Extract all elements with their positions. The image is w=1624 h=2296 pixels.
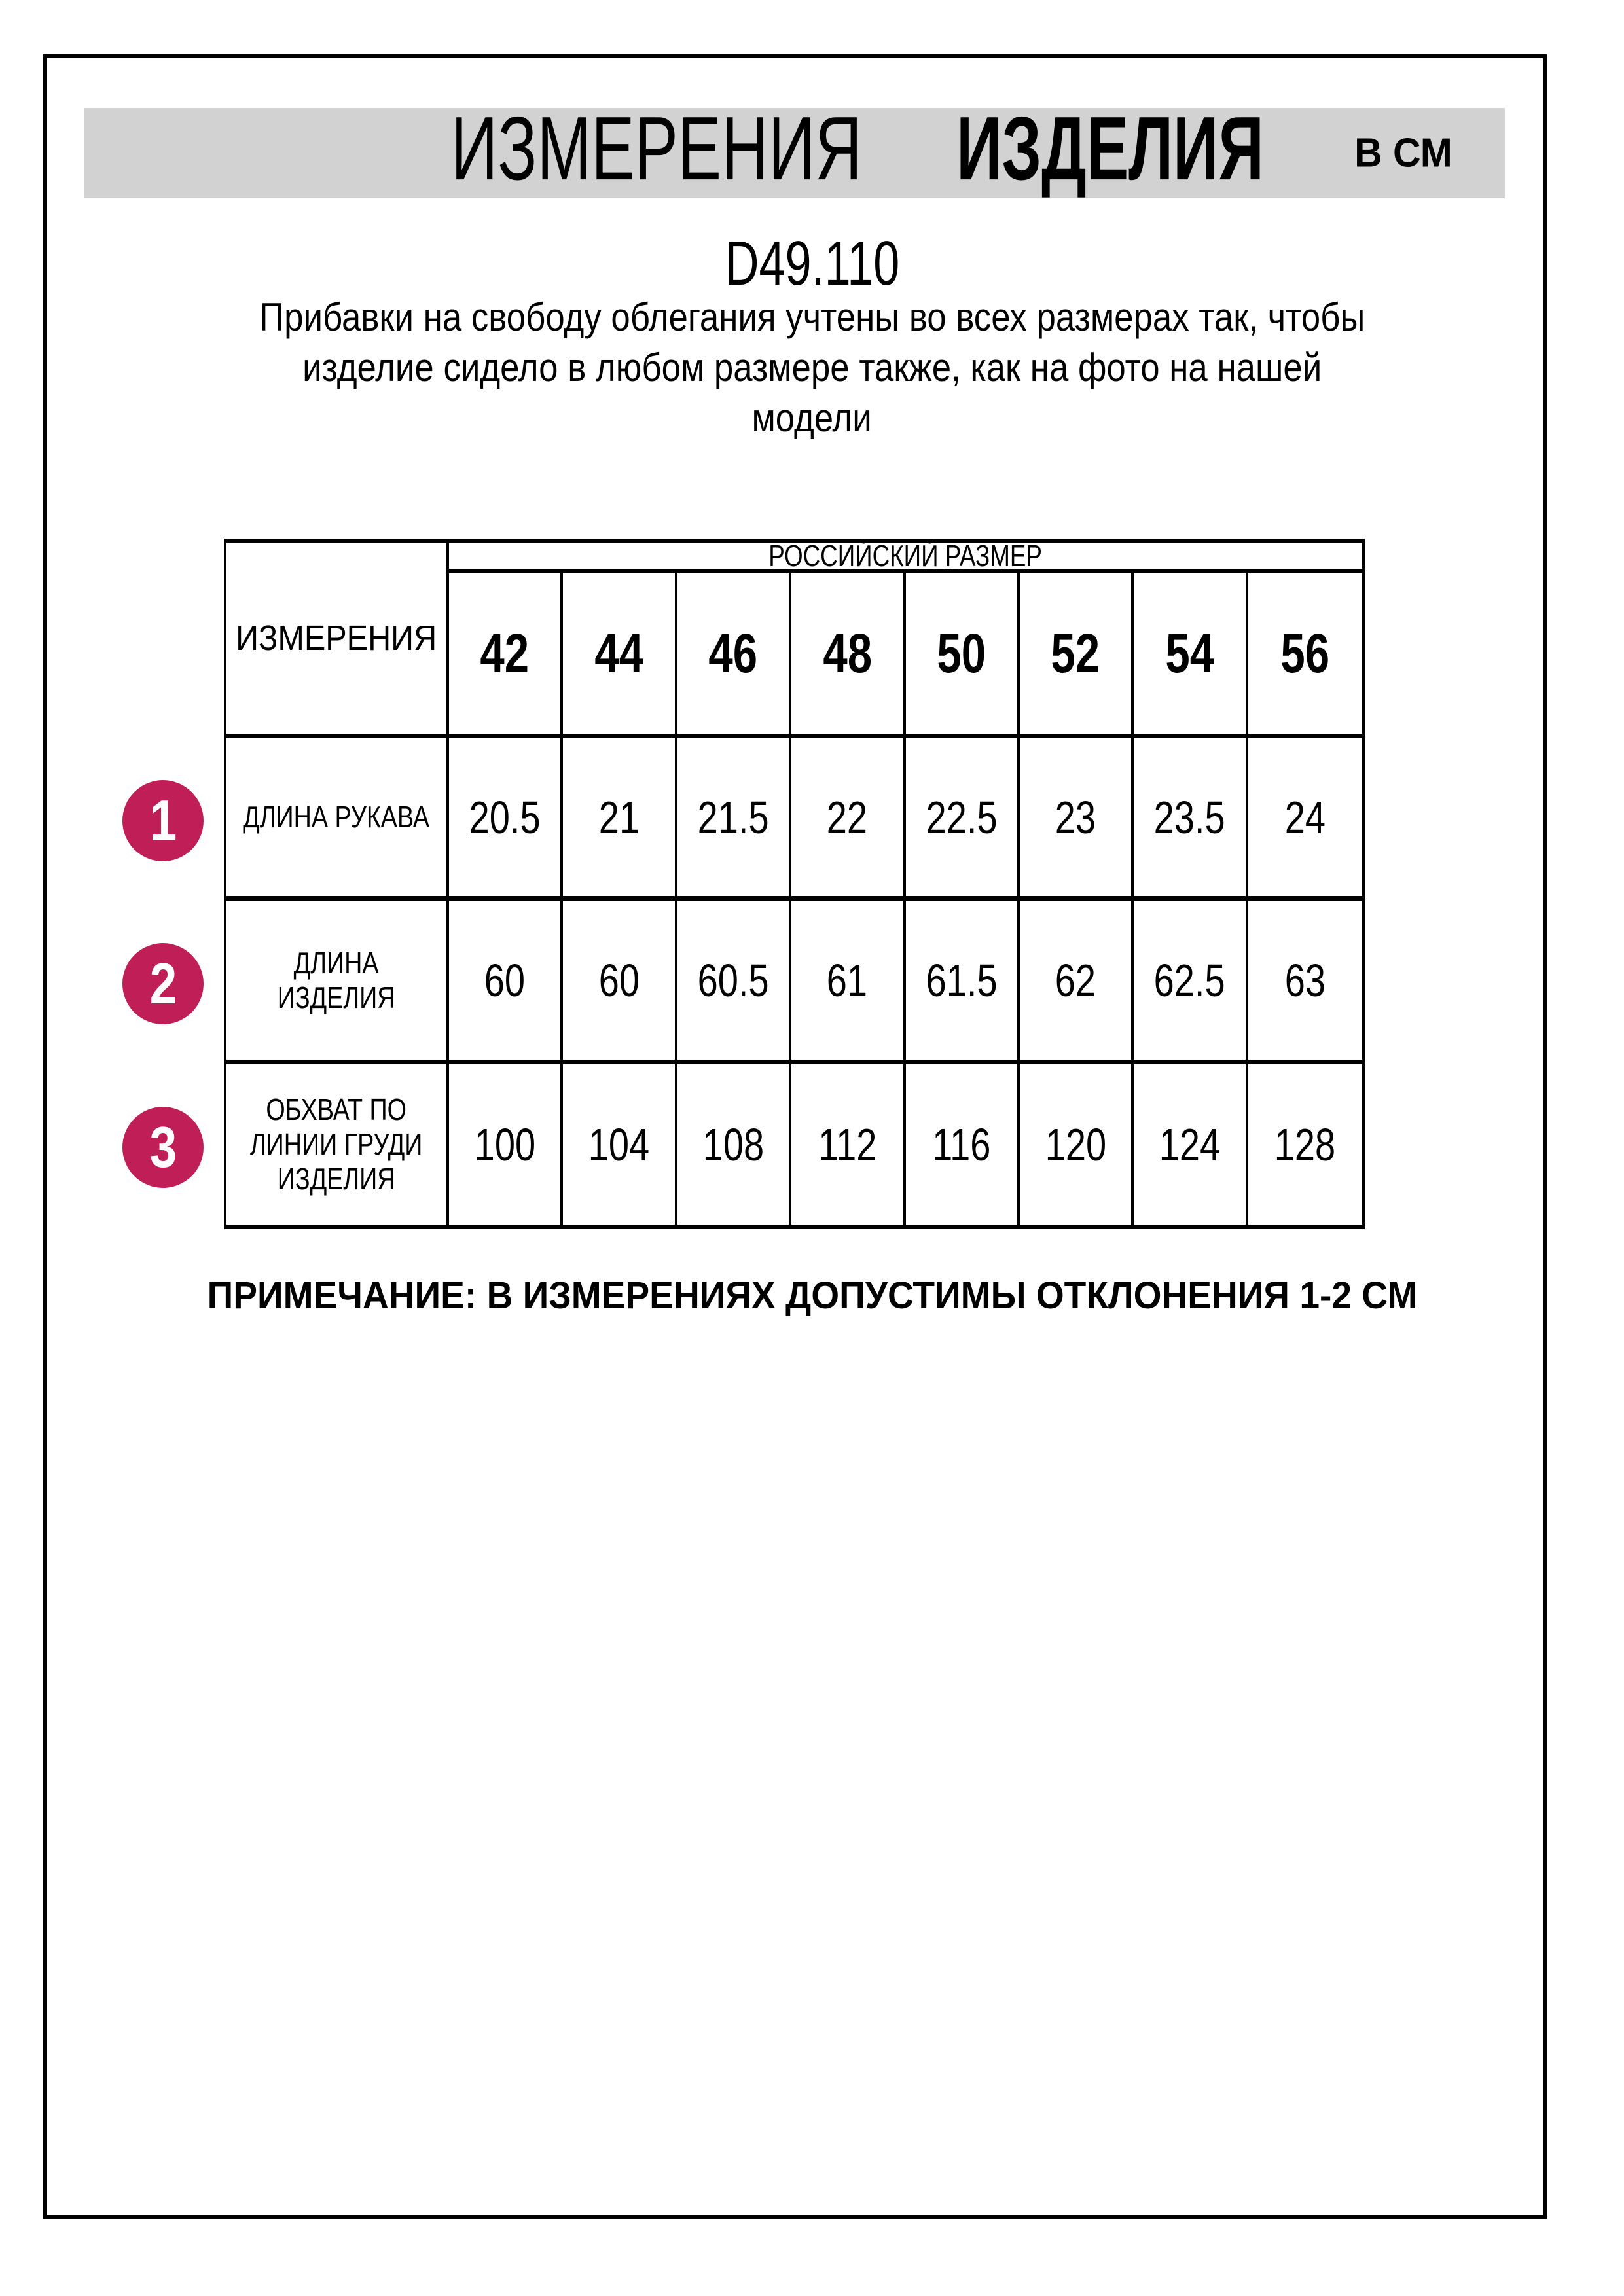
measurement-value: 22.5 — [926, 791, 998, 843]
measurement-value-cell — [1020, 901, 1134, 1064]
row-label-line: ИЗДЕЛИЯ — [278, 980, 395, 1014]
measurement-value-cell — [563, 901, 677, 1064]
row-label-cell — [226, 901, 449, 1064]
measurement-value: 61 — [827, 954, 868, 1006]
title-unit: В СМ — [1354, 130, 1453, 176]
product-code — [0, 228, 1624, 300]
description-line: Прибавки на свободу облегания учтены во всех размерах так, чтобы — [259, 295, 1365, 339]
measurement-value-cell — [906, 738, 1020, 901]
measurement-value-cell — [791, 738, 905, 901]
measurement-value-cell — [906, 1064, 1020, 1225]
measurement-value-cell — [677, 1064, 791, 1225]
measurement-value-cell — [1248, 1064, 1362, 1225]
measurement-value: 63 — [1284, 954, 1326, 1006]
size-header-cell — [791, 573, 905, 738]
measurement-value-cell — [563, 1064, 677, 1225]
badge-number: 2 — [149, 951, 177, 1016]
measurement-value-cell — [1248, 738, 1362, 901]
size-header-label: 56 — [1280, 622, 1330, 684]
table-group-header — [449, 539, 1362, 573]
measurement-value-cell — [563, 738, 677, 901]
size-header-label: 46 — [708, 622, 758, 684]
tolerance-note-text: ПРИМЕЧАНИЕ: В ИЗМЕРЕНИЯХ ДОПУСТИМЫ ОТКЛОНЕНИЯ 1-2 СМ — [207, 1274, 1417, 1317]
measurement-value-cell — [791, 901, 905, 1064]
size-header-label: 48 — [822, 622, 872, 684]
measurement-value: 60 — [484, 954, 526, 1006]
size-header-cell — [563, 573, 677, 738]
measurement-value-cell — [1134, 901, 1248, 1064]
measurement-value: 24 — [1284, 791, 1326, 843]
row-label — [278, 946, 395, 1015]
size-header-label: 44 — [594, 622, 643, 684]
measurement-value: 60 — [598, 954, 640, 1006]
row-badge-2 — [122, 943, 204, 1024]
measurement-value: 108 — [702, 1119, 764, 1170]
measurement-value: 116 — [932, 1119, 991, 1170]
row-label-cell — [226, 738, 449, 901]
row-label-line: ЛИНИИ ГРУДИ — [250, 1127, 423, 1161]
row-label — [250, 1092, 422, 1196]
row-badge-1 — [122, 780, 204, 861]
measurement-value-cell — [1248, 901, 1362, 1064]
badge-number: 1 — [149, 788, 177, 853]
measurement-value-cell — [677, 901, 791, 1064]
measurement-value: 62.5 — [1153, 954, 1225, 1006]
size-header-cell — [906, 573, 1020, 738]
table-corner-label: ИЗМЕРЕНИЯ — [236, 619, 437, 658]
measurement-value-cell — [1020, 738, 1134, 901]
row-label-line: ОБХВАТ ПО — [266, 1092, 407, 1126]
row-label — [244, 800, 430, 834]
row-label-line: ДЛИНА — [294, 945, 379, 980]
row-label-line: ДЛИНА РУКАВА — [243, 800, 430, 834]
table-group-label: РОССИЙСКИЙ РАЗМЕР — [768, 539, 1043, 573]
row-label-cell — [226, 1064, 449, 1225]
measurement-value-cell — [449, 738, 563, 901]
product-code-text: D49.110 — [725, 228, 899, 298]
measurement-value: 120 — [1045, 1119, 1106, 1170]
measurement-value-cell — [906, 901, 1020, 1064]
size-table — [224, 539, 1365, 1229]
measurement-value-cell — [677, 738, 791, 901]
row-label-line: ИЗДЕЛИЯ — [278, 1162, 395, 1196]
table-corner-header — [226, 543, 449, 738]
size-header-cell — [1020, 573, 1134, 738]
size-header-label: 42 — [480, 622, 530, 684]
measurement-value: 60.5 — [697, 954, 769, 1006]
measurement-value-cell — [1134, 1064, 1248, 1225]
measurement-value: 22 — [827, 791, 868, 843]
measurement-value-cell — [1020, 1064, 1134, 1225]
size-header-label: 54 — [1165, 622, 1214, 684]
size-header-cell — [677, 573, 791, 738]
measurement-value: 20.5 — [469, 791, 541, 843]
tolerance-note — [0, 1274, 1624, 1318]
size-header-cell — [1248, 573, 1362, 738]
size-header-label: 52 — [1051, 622, 1100, 684]
title-bar — [84, 98, 1505, 200]
measurement-value: 62 — [1055, 954, 1096, 1006]
measurement-value: 23 — [1055, 791, 1096, 843]
measurement-value: 21.5 — [697, 791, 769, 843]
measurement-value: 21 — [598, 791, 640, 843]
measurement-value-cell — [1134, 738, 1248, 901]
title-measurements-word: ИЗМЕРЕНИЯ — [451, 98, 862, 200]
measurement-value-cell — [449, 1064, 563, 1225]
measurement-value: 23.5 — [1153, 791, 1225, 843]
description-line: изделие сидело в любом размере также, как на фото на нашей — [302, 346, 1322, 389]
measurement-value: 104 — [588, 1119, 650, 1170]
measurement-value: 124 — [1159, 1119, 1221, 1170]
measurement-value-cell — [449, 901, 563, 1064]
measurement-value: 61.5 — [926, 954, 998, 1006]
size-header-cell — [1134, 573, 1248, 738]
measurement-value-cell — [791, 1064, 905, 1225]
measurement-value: 128 — [1274, 1119, 1336, 1170]
fit-description — [0, 292, 1624, 443]
description-line: модели — [751, 396, 873, 440]
row-badge-3 — [122, 1107, 204, 1188]
size-header-label: 50 — [937, 622, 986, 684]
badge-number: 3 — [149, 1115, 177, 1179]
measurement-value: 112 — [818, 1119, 876, 1170]
size-header-cell — [449, 573, 563, 738]
measurement-value: 100 — [474, 1119, 535, 1170]
title-product-word: ИЗДЕЛИЯ — [956, 98, 1264, 200]
